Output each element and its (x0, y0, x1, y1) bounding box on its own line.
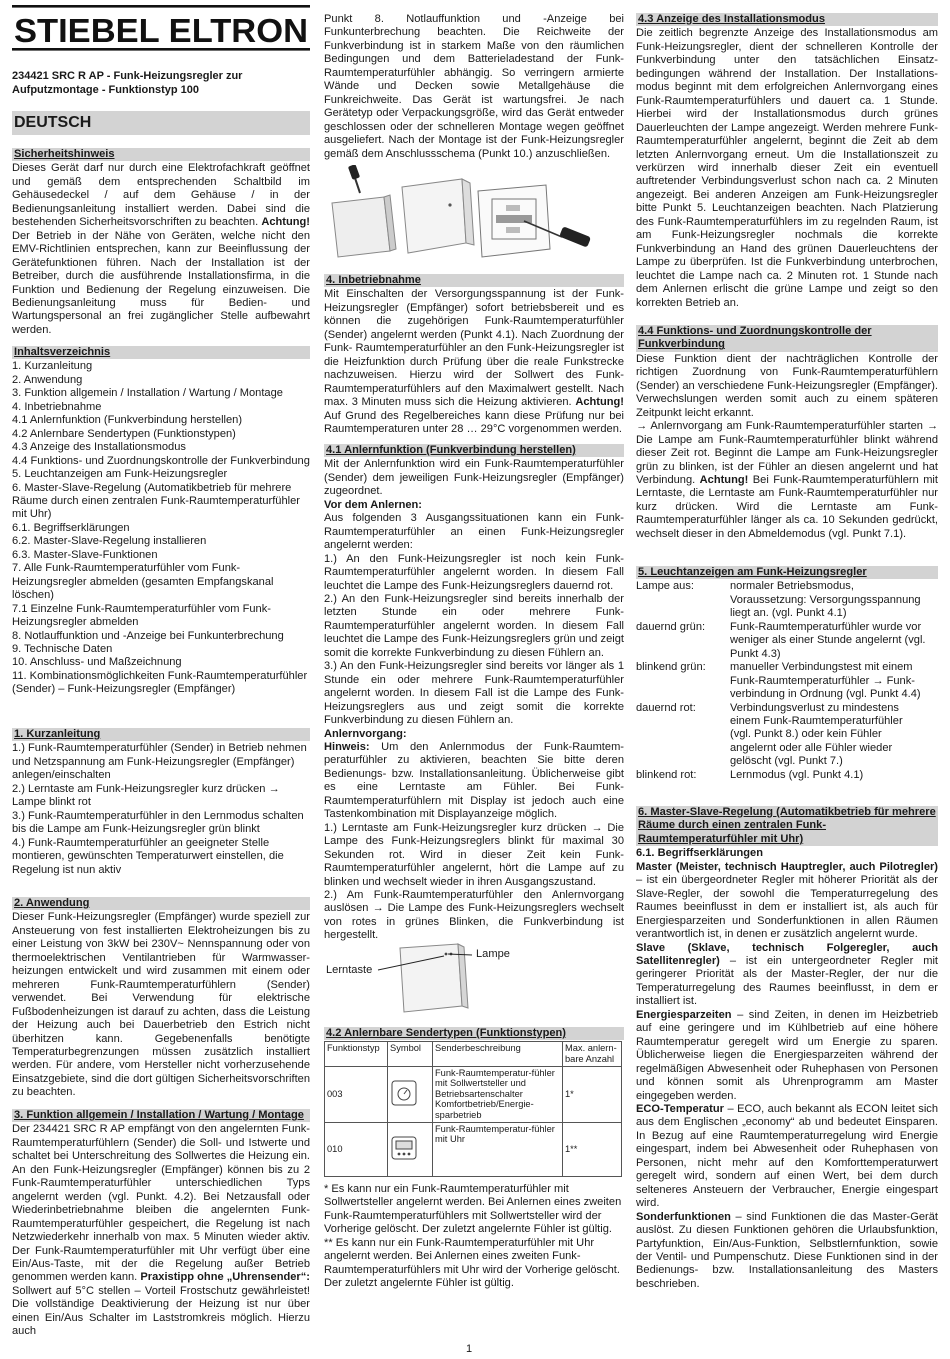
stiebel-eltron-logo (12, 0, 310, 56)
section-heading: 5. Leuchtanzeigen am Funk-Heizungsregler (636, 566, 938, 579)
light-state-desc (730, 621, 938, 661)
screwdriver-icon (348, 165, 360, 193)
general-continued (324, 13, 624, 161)
definition: – ECO, auch bekannt als ECON leitet sich aus dem Englischen „economy“ ab und bedeutet Einsparen. In Bezug auf eine Raumtemperaturregelung wird Energie eingespart, indem bei Abwesenheit oder Ruhephasen von Personen, nicht mehr auf den Komforttemperaturwert geregelt wird, sondern auf einen Wert, bei dem durch selteneres Ansteuern der Verbraucher, Energie eingespart wird. (636, 1102, 938, 1210)
control-text-b-main: → Anlernvorgang am Funk-Raumtemperaturfühler starten → Die Lampe am Funk-Raumtemperaturfühler blinkt während dieser Zeit rot. Beginnt die Lampe am Funk-Heizungsregler grün zu blinken, ist der Fühler an diesen angelernt und hat Verbindung. (636, 420, 938, 486)
hint-text: Um den Anlernmodus der Funk-Raumtem-peraturfühler zu aktivieren, beachten Sie bitte deren Bedienungs- bzw. Installationsanleitung. Üblicherweise gibt es eine Lerntaste am Fühler. Bei Funk-Raumtemperaturfühlern mit Display ist jedoch auch eine Tastenkombination mit Displayanzeige möglich. (324, 740, 624, 821)
install-mode-section (636, 13, 938, 310)
practice-tip: Praxistipp ohne „Uhrensender“: (140, 1271, 310, 1284)
definition-special (636, 1211, 938, 1292)
safety-text-a: Dieses Gerät darf nur durch eine Elektrofachkraft geöffnet und gemäß dem entsprechenden Schaltbild im Gehäusedeckel / auf dem Gehäuse / in der Bedienungsanleitung installiert werden. Dabei sind die bestehenden Sicherheitsvorschriften zu beachten. (12, 162, 310, 229)
column-header: Senderbeschreibung (433, 1042, 563, 1066)
toc-item: 3. Funktion allgemein / Installation / Wartung / Montage (12, 387, 283, 400)
footnote: ** Es kann nur ein Funk-Raumtemperaturfühler mit Uhr angelernt werden. Bei Anlernen eines zweiten Funk-Raumtemperaturfühlers mit Uhr wird der Vorherige gelöscht. Der zuletzt angelernte Fühler ist gültig. (324, 1236, 620, 1290)
definition-eco (636, 1103, 938, 1211)
subtitle-line-2: Aufputzmontage - Funktionstyp 100 (12, 83, 199, 96)
learn-before-intro: Aus folgenden 3 Ausgangssituationen kann ein Funk-Raumtemperaturfühler an einen Funk-Heizungsregler angelernt werden: (324, 512, 624, 552)
section-heading: 3. Funktion allgemein / Installation / Wartung / Montage (12, 1109, 310, 1122)
learn-intro: Mit der Anlernfunktion wird ein Funk-Raumtemperaturfühler (Sender) dem jeweiligen Funk-Heizungsregler (Empfänger) zugeordnet. (324, 458, 624, 498)
table-cell: 1** (563, 1122, 622, 1176)
column-header: Max. anlern-bare Anzahl (563, 1042, 622, 1066)
definition: – ist ein übergeordneter Regler mit höherer Priorität als der Slave-Regler, der sowohl die Temperaturregelung des Raumes beeinflusst in dem er installiert ist, als auch für Energiesparzeiten und Sonderfunktionen in allen Räumen verantwortlich ist, in denen er zusätzlich angelernt wurde. (636, 874, 938, 941)
lights-section (636, 566, 938, 782)
general-text-continued: Punkt 8. Notlauffunktion und -Anzeige bei Funkunterbrechung beachten. Die Reichweite der Funkverbindung ist in starkem Maße von den räumlichen Bedingungen und dem Batterieladestand der Funk-Raumtemperaturfühler abhängig. So verringern armierte Wände und Decken sowie Metallgehäuse die Funkreichweite. Das Gerät ist wartungsfrei. Je nach Gerätetyp oder Verpackungsgröße, wird das Gerät entweder geschlossen oder der schnelleren Montage wegen geöffnet ausgeliefert. Nach der Montage ist der Funk-Heizungsregler gemäß dem Anschlussschema (Punkt 10.) anzuschließen. (324, 13, 624, 160)
table-cell-symbol (388, 1122, 433, 1176)
logo-text: STIEBEL ELTRON (14, 12, 308, 49)
master-slave-section (636, 806, 938, 1291)
light-state-label: Lampe aus: (636, 580, 694, 593)
quick-step: 4.) Funk-Raumtemperaturfühler an geeigneter Stelle montieren, gewünschten Temperaturwert einstellen, die Regelung ist nun aktiv (12, 836, 284, 876)
commissioning-text-a: Mit Einschalten der Versorgungsspannung ist der Funk-Heizungsregler (Empfänger) sofort betriebsbereit und es können die zugehörigen Funk-Raumtemperaturfühler (Sender) angelernt werden (Punkt 4.1). Nach Zuordnung der Funk- Raumtemperaturfühler an den Funk-Heizungsregler ist die Heizfunktion durch Prüfung über die reale Funkstrecke nachzuweisen. Hierzu wird der Sollwert des Funk-Raumtemperaturfühlers auf den Maximalwert gestellt. Nach max. 3 Minuten muss sich die Heizung aktivieren. (324, 288, 624, 409)
device-figure (324, 940, 624, 1018)
control-section (636, 325, 938, 541)
commissioning-warning: Achtung! (575, 396, 624, 409)
section-heading (636, 325, 938, 352)
figure-label-learn-button: Lerntaste (326, 964, 373, 976)
subtitle-line-1: 234421 SRC R AP - Funk-Heizungsregler zur (12, 70, 243, 82)
toc-section (12, 346, 310, 697)
figure-label-lamp: Lampe (476, 948, 510, 960)
light-state-label: blinkend grün: (636, 661, 706, 674)
learn-case: 3.) An den Funk-Heizungsregler sind bereits vor länger als 1 Stunde ein oder mehrere Funk-Raumtemperaturfühler angelernt worden. In diesem Fall ist die Lampe des Funk-Heizungsreglers aus und zeigt somit die korrekte Funkverbindung zu diesen Fühlern an. (324, 660, 624, 727)
commissioning-text (324, 288, 624, 436)
toc-item: 4. Inbetriebnahme (12, 400, 102, 413)
usage-text: Dieser Funk-Heizungsregler (Empfänger) wurde speziell zur Ansteuerung von fest installierten Elektroheizungen bis zu einer Leistung von 3kW bei 230V~ Nennspannung oder von thermoelektrischen Ventilantrieben für Warmwasser-heizungen entwickelt und wird zusammen mit einem oder mehreren Funk-Raumtemperaturfühlern (Sender) verwendet. Bei Verwendung für elektrische Fußbodenheizungen ist darauf zu achten, dass die Leistung der Heizung auch bei Dauerbetrieb den Estrich nicht überhitzen kann. Gegebenenfalls benötigte Temperaturbegrenzungen müssen zusätzlich installiert werden. Für andere, vom Hersteller nicht vorherzusehende Einsatzgebiete, sind die dort gültigen Sicherheitsvorschriften zu beachten. (12, 911, 310, 1099)
column-header: Funktionstyp (325, 1042, 388, 1066)
document-subtitle (12, 70, 242, 97)
process-heading: Anlernvorgang: (324, 727, 407, 740)
device-cover-icon (402, 179, 474, 253)
toc-item: 1. Kurzanleitung (12, 360, 93, 373)
control-text-c: Bei Funk-Raumtemperaturfühlern mit Lerntaste, die Lerntaste am Funk-Raumtemperaturfühler nur kurz drücken. Wird die Lerntaste am Funk-Raumtemperaturfühler länger als ca. 10 Sekunden gedrückt, wechselt dieser in den Abmeldemodus (vgl. Punkt 7.1). (636, 473, 938, 540)
quick-step: 2.) Lerntaste am Funk-Heizungsregler kurz drücken → Lampe blinkt rot (12, 782, 280, 809)
table-cell: 003 (325, 1066, 388, 1122)
table-cell: Funk-Raumtemperatur-fühler mit Sollwertsteller und Betriebsartenschalter Komfortbetrieb/Energie-sparbetrieb (433, 1066, 563, 1122)
definition-energy (636, 1009, 938, 1103)
heading-line: 6. Master-Slave-Regelung (Automatikbetrieb für mehrere (638, 806, 936, 818)
toc-item: 7.1 Einzelne Funk-Raumtemperaturfühler vom Funk-Heizungsregler abmelden (12, 602, 271, 629)
definition: – sind Zeiten, in denen im Heizbetrieb auf eine geringere und im Kühlbetrieb auf eine höhere Raumtemperatur geregelt wird um Energie zu sparen. Üblicherweise liegen die Energiesparzeiten während der regelmäßigen Abwesenheit oder Ruhephasen von Personen und können somit als Uhrenprogramm am Master eingegeben werden. (636, 1008, 938, 1102)
desc-line: verbindung in Ordnung (vgl. Punkt 4.4) (730, 688, 921, 701)
sender-types-table (324, 1041, 622, 1176)
learn-case: 1.) An den Funk-Heizungsregler ist noch kein Funk-Raumtemperaturfühler angelernt worden. In diesem Fall leuchtet die Lampe des Funk-Heizungsreglers dauernd rot. (324, 552, 624, 592)
toc-item: 8. Notlauffunktion und -Anzeige bei Funkunterbrechung (12, 629, 284, 642)
section-heading: 2. Anwendung (12, 897, 310, 910)
toc-item: 4.2 Anlernbare Sendertypen (Funktionstypen) (12, 427, 236, 440)
desc-line: weniger als einer Stunde angelernt (vgl. (730, 634, 926, 647)
general-text-a: Der 234421 SRC R AP empfängt von den angelernten Funk-Raumtemperaturfühlern (Sender) die Soll- und Istwerte und schaltet bei Unterschreitung des Sollwertes die Heizung ein. An den Funk-Heizungsregler (Empfänger) können bis zu 2 Funk-Raumtemperaturfühler unterschiedlichen Typs angelernt werden (vgl. Punkt. 4.2). Bei Netzausfall oder Wiederinbetriebnahme bleiben die angelernten Funk-Raumtemperaturfühler gespeichert, die Regelung ist nach Netzwiederkehr innerhalb von max. 5 Minuten wieder aktiv. Der Funk-Raumtemperaturfühler mit Uhr verfügt über eine Ein/Aus-Taste, mit der die Regelung außer Betrieb genommen werden kann. (12, 1123, 310, 1284)
section-heading: 4. Inbetriebnahme (324, 274, 624, 287)
desc-line: Verbindungsverlust zu mindestens (730, 701, 899, 714)
learn-process-heading (324, 728, 624, 741)
types-notes (324, 1183, 624, 1291)
section-heading: 4.3 Anzeige des Installationsmodus (636, 13, 938, 26)
desc-line: Funk-Raumtemperaturfühler → Funk- (730, 674, 915, 687)
heading-line: Raumtemperaturfühler mit Uhr) (638, 832, 804, 845)
toc-item: 9. Technische Daten (12, 642, 113, 655)
term: ECO-Temperatur (636, 1102, 724, 1115)
thermostat-dial-icon (390, 1079, 420, 1107)
term: Master (Meister, technisch Hauptregler, auch Pilotregler) (636, 860, 938, 873)
desc-line: liegt an. (vgl. Punkt 4.1) (730, 607, 847, 620)
safety-warning: Achtung! (261, 216, 310, 229)
table-cell: Funk-Raumtemperatur-fühler mit Uhr (433, 1122, 563, 1176)
section-heading: Inhaltsverzeichnis (12, 346, 310, 359)
footnote: * Es kann nur ein Funk-Raumtemperaturfühler mit Sollwertsteller angelernt werden. Bei Anlernen eines zweiten Funk-Raumtemperaturfühlers mit Sollwertsteller wird der Vorherige gelöscht. Der zuletzt angelernte Fühler ist gültig. (324, 1183, 622, 1236)
safety-section (12, 148, 310, 337)
quick-guide-section (12, 728, 310, 877)
control-text-b (636, 420, 938, 541)
learn-before-heading (324, 499, 624, 512)
language-banner: DEUTSCH (12, 111, 310, 135)
toc-item: 10. Anschluss- und Maßzeichnung (12, 656, 182, 669)
control-warning: Achtung! (699, 473, 749, 486)
install-mode-text: Die zeitlich begrenzte Anzeige des Installationsmodus am Funk-Heizungsregler, dient der schnelleren Kontrolle der Funkverbindung unter den tatsächlichen Einsatz-bedingungen während der Installation. Der Installations-modus beginnt mit dem erfolgreichen Anlernvorgang eines Funk-Raumtemperaturfühlers und dauert ca. 1 Stunde. Hierbei wird der Installationsmodus durch grünes Dauerleuchten der Lampe angezeigt. Werden mehrere Funk-Raumtemperaturfühler angelernt, beginnt die Zeit ab dem letzten Anlernvorgang erneut. Um die Installationszeit zu verkürzen wird innerhalb dieser Zeit ein eventuell auftretender Verbindungsverlust schon nach ca. 2 Minuten angezeigt. Bei anderen Anzeigen am Funk-Heizungsregler bitte Punkt 5. Leuchtanzeigen beachten. Nach Platzierung des Funk-Raumtemperaturfühlers im zu regelnden Raum, ist am Funk-Heizungsregler nochmals die korrekte Funkverbindung an Hand des grünen Dauerleuchtens der Lampe zu überprüfen. Ist die Funkverbindung unterbrochen, leuchtet die Lampe nach ca. 2 Minuten rot. 1 Stunde nach dem Anlernen erlischt die grüne Lampe und zeigt so den korrekten Betrieb an. (636, 27, 938, 309)
table-row (325, 1122, 622, 1176)
light-states-list (636, 580, 938, 782)
device-drawings (324, 165, 624, 265)
desc-line: Lernmodus (vgl. Punkt 4.1) (730, 768, 864, 781)
learn-case: 2.) An den Funk-Heizungsregler sind bereits innerhalb der letzten Stunde ein oder mehrere Funk-Raumtemperaturfühler angelernt worden. In diesem Fall leuchtet die Lampe des Funk-Heizungsreglers grün und zeigt somit die korrekte Funkverbindung zu diesen Fühlern an. (324, 592, 624, 659)
toc-item: 11. Kombinationsmöglichkeiten Funk-Raumtemperaturfühler (Sender) – Funk-Heizungsregler (Empfänger) (12, 669, 308, 696)
heading-line: Funkverbindung (638, 338, 725, 351)
control-text-a: Diese Funktion dient der nachträglichen Kontrolle der richtigen Zuordnung von Funk-Raumtemperaturfühlern (Sender) an verschiedene Funk-Heizungsregler (Empfänger). Verwechslungen werden somit auch zu einem späteren Zeitpunkt leicht erkannt. (636, 352, 938, 419)
desc-line: Voraussetzung: Versorgungsspannung (730, 593, 921, 606)
learn-section (324, 444, 624, 943)
safety-text-b: Der Betrieb in der Nähe von Geräten, welche nicht den EMV-Richtlinien entsprechen, kann zur Beeinflussung der Gerätefunktionen führen. Nach der Installation ist der Betreiber, durch die ausführende Installationsfirma, in die Funktion und Bedienung der Regelung einzuweisen. Die Bedienungsanleitung muss für Bedien- und Wartungspersonal an frei zugänglicher Stelle aufbewahrt werden. (12, 229, 310, 336)
desc-line: einem Funk-Raumtemperaturfühler (730, 714, 903, 727)
section-heading: Sicherheitshinweis (12, 148, 310, 161)
toc-item: 6.3. Master-Slave-Funktionen (12, 548, 158, 561)
device-closed-icon (332, 195, 396, 257)
light-state-desc (730, 702, 938, 769)
clock-thermostat-icon (390, 1134, 420, 1162)
learn-step: 1.) Lerntaste am Funk-Heizungsregler kurz drücken → Die Lampe des Funk-Heizungsreglers blinkt für maximal 30 Sekunden rot. Wird in dieser Zeit kein Funk-Raumtemperaturfühler angelernt, hört die Lampe auf zu blinken und wechselt wieder in ihren Ausgangszustand. (324, 821, 624, 888)
term: Energiesparzeiten (636, 1008, 732, 1021)
section-heading (636, 806, 938, 846)
toc-item: 4.1 Anlernfunktion (Funkverbindung herstellen) (12, 414, 243, 427)
section-heading: 4.2 Anlernbare Sendertypen (Funktionstypen) (324, 1027, 624, 1040)
desc-line: angelernt oder alle Fühler wieder (730, 741, 893, 754)
definition: – sind Funktionen die das Master-Gerät auslöst. Zu diesen Funktionen gehören die Urlaubsfunktion, Partyfunktion, Ein/Aus-Funktion, Selbstlernfunktion, sowie der Ventil- und Pumpenschutz. Diese Funktionen sind in der Bedienungs- bzw. Installationsanleitung des Masters beschrieben. (636, 1210, 938, 1290)
toc-item: 2. Anwendung (12, 373, 83, 386)
light-state-label: dauernd grün: (636, 620, 706, 633)
term: Sonderfunktionen (636, 1210, 731, 1223)
toc-item: 7. Alle Funk-Raumtemperaturfühler vom Funk-Heizungsregler abmelden (gesamten Empfangskanal löschen) (12, 562, 274, 602)
section-heading: 4.1 Anlernfunktion (Funkverbindung herstellen) (324, 444, 624, 457)
table-row (325, 1066, 622, 1122)
toc-item: 6. Master-Slave-Regelung (Automatikbetrieb für mehrere Räume durch einen zentralen Funk-Raumtemperaturfühler mit Uhr) (12, 481, 300, 521)
device-front-drawing (324, 940, 624, 1018)
safety-text (12, 162, 310, 337)
desc-line: Funk-Raumtemperaturfühler wurde vor (730, 620, 922, 633)
column-header: Symbol (388, 1042, 433, 1066)
toc-item: 6.2. Master-Slave-Regelung installieren (12, 535, 207, 548)
subsection-heading (636, 847, 938, 860)
learn-hint (324, 741, 624, 822)
installation-illustration (324, 165, 624, 265)
usage-section (12, 897, 310, 1100)
quick-step: 1.) Funk-Raumtemperaturfühler (Sender) in Betrieb nehmen und Netzspannung am Funk-Heizungsregler (Empfänger) anlegen/einschalten (12, 742, 307, 782)
light-state-desc (730, 661, 938, 701)
learn-step: 2.) Am Funk-Raumtemperaturfühler den Anlernvorgang auslösen → Die Lampe des Funk-Heizungsreglers wechselt von rotes in grünes Blinken, die Funkverbindung ist hergestellt. (324, 888, 624, 942)
light-state-desc (730, 580, 938, 620)
toc-item: 4.4 Funktions- und Zuordnungskontrolle der Funkverbindung (12, 454, 310, 467)
general-text-b: Sollwert auf 5°C stellen – Vorteil Frostschutz gewährleistet! Die vollständige Deaktivierung der Heizung ist nur über einen Ein/Aus Schalter im Laststromkreis möglich. Hierzu auch (12, 1284, 310, 1338)
desc-line: normaler Betriebsmodus, (730, 580, 854, 593)
light-state-label: dauernd rot: (636, 701, 696, 714)
page-number: 1 (466, 1343, 473, 1355)
commissioning-section (324, 274, 624, 436)
light-state-desc (730, 769, 938, 782)
definition-slave (636, 942, 938, 1009)
table-cell: 010 (325, 1122, 388, 1176)
desc-line: gelöscht (vgl. Punkt 7.) (730, 755, 843, 768)
heading-line: 4.4 Funktions- und Zuordnungskontrolle der (638, 325, 872, 337)
quick-step: 3.) Funk-Raumtemperaturfühler in den Lernmodus schalten bis die Lampe am Funk-Heizungsregler grün blinkt (12, 809, 304, 836)
table-cell: 1* (563, 1066, 622, 1122)
desc-line: Punkt 4.3) (730, 647, 781, 660)
device-base-icon (478, 185, 550, 257)
lamp-icon (445, 953, 448, 956)
toc-item: 4.3 Anzeige des Installationsmodus (12, 441, 186, 454)
definition: – ist ein untergeordneter Regler mit geringerer Priorität als der Master-Regler, der nur die Temperaturregelung des Raumes beeinflusst, in dem er installiert ist. (636, 954, 938, 1008)
term: Slave (Sklave, technisch Folgeregler, auch Satellitenregler) (636, 941, 938, 967)
types-section (324, 1027, 624, 1177)
section-heading: 1. Kurzanleitung (12, 728, 310, 741)
toc-item: 5. Leuchtanzeigen am Funk-Heizungsregler (12, 468, 228, 481)
heading-line: Räume durch einen zentralen Funk- (638, 819, 827, 832)
subsection-title: 6.1. Begriffserklärungen (636, 847, 764, 860)
general-text (12, 1123, 310, 1338)
desc-line: (vgl. Punkt 8.) oder kein Fühler (730, 728, 882, 741)
light-state-label: blinkend rot: (636, 768, 697, 781)
hint-label: Hinweis: (324, 740, 370, 753)
general-section (12, 1109, 310, 1339)
definition-master (636, 861, 938, 942)
desc-line: manueller Verbindungstest mit einem (730, 661, 913, 674)
table-header-row (325, 1042, 622, 1066)
commissioning-text-b: Auf Grund des Regelbereiches kann diese Prüfung nur bei Raumtemperaturen unter 28 … 29°C vorgenommen werden. (324, 409, 624, 435)
before-heading: Vor dem Anlernen: (324, 498, 423, 511)
table-cell-symbol (388, 1066, 433, 1122)
toc-item: 6.1. Begriffserklärungen (12, 521, 130, 534)
